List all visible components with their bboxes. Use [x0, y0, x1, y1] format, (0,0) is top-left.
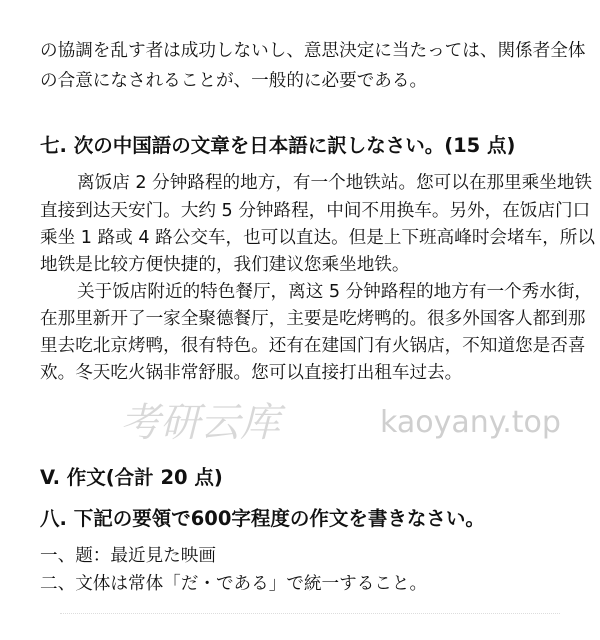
chinese-text-line: 离饭店 2 分钟路程的地方，有一个地铁站。您可以在那里乘坐地铁 [77, 173, 593, 193]
section-7-heading: 七. 次の中国語の文章を日本語に訳しなさい。(15 点) [40, 134, 516, 157]
watermark-url: kaoyany.top [380, 405, 561, 440]
divider [60, 613, 560, 614]
watermark-calligraphy: 考研云库 [120, 400, 280, 446]
chinese-text-line: 在那里新开了一家全聚德餐厅，主要是吃烤鸭的。很多外国客人都到那 [40, 309, 586, 329]
essay-requirement-item: 一、题：最近見た映画 [40, 546, 216, 566]
section-8-heading: 八. 下記の要領で600字程度の作文を書きなさい。 [40, 507, 485, 530]
essay-requirement-item: 二、文体は常体「だ・である」で統一すること。 [40, 574, 428, 594]
paragraph-line: の協調を乱す者は成功しないし、意思決定に当たっては、関係者全体 [40, 41, 586, 61]
chinese-text-line: 里去吃北京烤鸭，很有特色。还有在建国门有火锅店，不知道您是否喜 [40, 336, 586, 356]
chinese-text-line: 地铁是比较方便快捷的，我们建议您乘坐地铁。 [40, 255, 410, 275]
chinese-text-line: 乘坐 1 路或 4 路公交车，也可以直达。但是上下班高峰时会堵车，所以 [40, 228, 595, 248]
section-5-heading: V. 作文(合計 20 点) [40, 466, 223, 489]
chinese-text-line: 直接到达天安门。大约 5 分钟路程，中间不用换车。另外，在饭店门口 [40, 201, 591, 221]
paragraph-line: の合意になされることが、一般的に必要である。 [40, 71, 428, 91]
chinese-text-line: 欢。冬天吃火锅非常舒服。您可以直接打出租车过去。 [40, 363, 463, 383]
chinese-text-line: 关于饭店附近的特色餐厅，离这 5 分钟路程的地方有一个秀水街， [77, 282, 593, 302]
